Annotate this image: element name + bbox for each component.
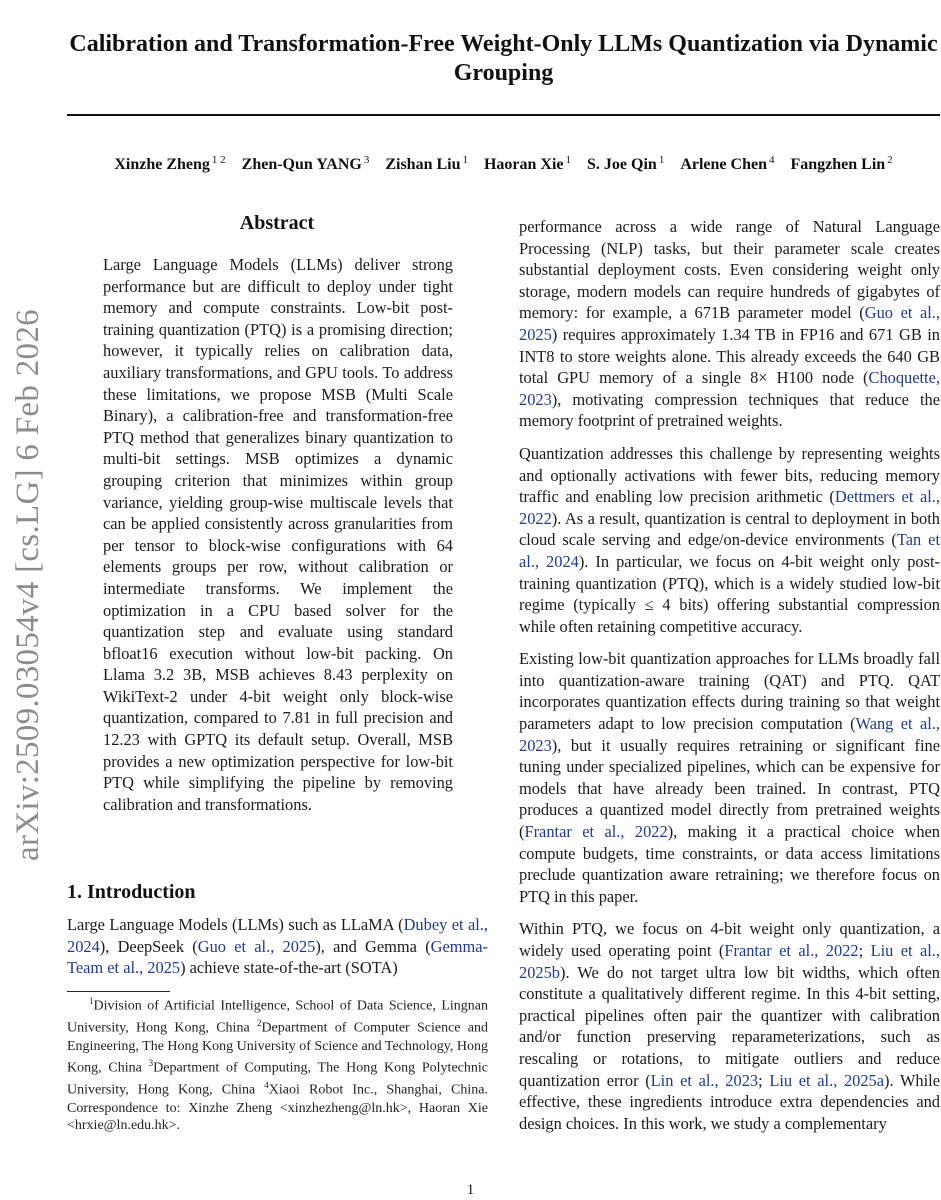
author-list [67, 154, 940, 174]
affiliation-text: Department of Computing, The Hong Kong Polytechnic University, Hong Kong, China [67, 1060, 488, 1098]
citation-link[interactable]: Guo et al., 2025 [519, 303, 941, 344]
paragraph-text: ) achieve state-of-the-art (SOTA) [180, 958, 398, 978]
paragraph-text: performance across a wide range of Natural Language Processing (NLP) tasks, but their parameter scale creates substantial deployment costs. Even considering weight only storage, modern models can require hundreds of gigabytes of memory: for example, a 671B parameter model ( [519, 217, 940, 323]
paragraph-text: ). We do not target ultra low bit widths, which often constitute a qualitatively different regime. In this 4-bit setting, practical pipelines often pair the quantizer with calibration and/or function preserving reparameterizations, such as rescaling or rotations, to mitigate outliers and reduce quantization error ( [519, 962, 940, 1090]
citation-link[interactable]: Frantar et al., 2022 [724, 941, 859, 960]
introduction-heading: 1. Introduction [67, 881, 196, 903]
affiliation-text: Department of Computer Science and Engineering, The Hong Kong University of Science and Technology, Hong Kong, China [67, 1020, 489, 1076]
author: Zishan Liu $^1$ [385, 154, 468, 174]
paragraph-text: ; [858, 941, 871, 960]
paragraph-text: Existing low-bit quantization approaches for LLMs broadly fall into quantization-aware training (QAT) and PTQ. QAT incorporates quantization effects during training so that weight parameters adapt to low precision computation ( [519, 649, 940, 734]
paragraph-text: ). In particular, we focus on 4-bit weight only post-training quantization (PTQ), which is a widely studied low-bit regime (typically ≤ 4 bits) offering substantial compression while often retaining competitive accuracy. [519, 551, 940, 636]
author: Arlene Chen $^4$ [680, 154, 775, 174]
paragraph-text: Within PTQ, we focus on 4-bit weight only quantization, a widely used operating point ( [519, 919, 940, 960]
introduction-paragraph [519, 648, 940, 907]
citation-link[interactable]: Dettmers et al., 2022 [519, 487, 940, 528]
author: Zhen-Qun YANG $^3$ [241, 154, 370, 174]
citation-link[interactable]: Liu et al., 2025b [519, 941, 941, 982]
footnote-text [67, 993, 488, 1135]
citation-link[interactable]: Guo et al., 2025 [197, 936, 316, 956]
paragraph-text: ). As a result, quantization is central to deployment in both cloud scale serving and edge/on-device environments ( [519, 508, 940, 550]
paragraph-text: ), making it a practical choice when compute budgets, time constraints, or data access limitations preclude quantization aware retraining; we therefore focus on PTQ in this paper. [519, 822, 941, 906]
author: Haoran Xie $^1$ [483, 154, 572, 174]
paragraph-text: Quantization addresses this challenge by representing weights and optionally activations with fewer bits, reducing memory traffic and enabling low precision arithmetic ( [519, 443, 940, 507]
affiliation-marker: 4 [264, 1080, 269, 1091]
affiliation-marker: 3 [148, 1058, 154, 1069]
citation-link[interactable]: Frantar et al., 2022 [524, 822, 668, 842]
arxiv-identifier-stamp: arXiv:2509.03054v4 [cs.LG] 6 Feb 2026 [10, 309, 46, 861]
abstract-heading: Abstract [239, 212, 315, 234]
citation-link[interactable]: Wang et al., 2023 [519, 714, 940, 755]
citation-link[interactable]: Liu et al., 2025a [769, 1070, 885, 1090]
citation-link[interactable]: Dubey et al., 2024 [67, 915, 489, 956]
page-number: 1 [466, 1182, 475, 1198]
introduction-paragraph [519, 918, 940, 1134]
paragraph-text: Large Language Models (LLMs) such as LLaMA ( [67, 915, 404, 934]
paragraph-text: ) requires approximately 1.34 TB in FP16 and 671 GB in INT8 to store weights alone. This already exceeds the 640 GB total GPU memory of a single 8× H100 node ( [519, 324, 940, 388]
title-divider [67, 114, 940, 116]
abstract-body: Large Language Models (LLMs) deliver strong performance but are difficult to deploy under tight memory and compute constraints. Low-bit post-training quantization (PTQ) is a promising direction; however, it typically relies on calibration data, auxiliary transformations, and GPU tools. To address these limitations, we propose MSB (Multi Scale Binary), a calibration-free and transformation-free PTQ method that generalizes binary quantization to multi-bit settings. MSB optimizes a dynamic grouping criterion that minimizes within group variance, yielding group-wise multiscale levels that can be applied consistently across granularities from per tensor to block-wise configurations with 64 elements groups per row, without calibration or intermediate transforms. We implement the optimization in a CPU based solver for the quantization step and evaluate using standard bfloat16 execution without low-bit packing. On Llama 3.2 3B, MSB achieves 8.43 perplexity on WikiText-2 under 4-bit weight only block-wise quantization, compared to 7.81 in full precision and 12.23 with GPTQ its default setup. Overall, MSB provides a new optimization perspective for low-bit PTQ while simplifying the pipeline by removing calibration and transformations. [103, 255, 453, 814]
author: S. Joe Qin $^1$ [587, 154, 665, 174]
citation-link[interactable]: Lin et al., 2023 [650, 1070, 759, 1090]
paragraph-text: ), and Gemma ( [315, 936, 431, 956]
paragraph-text: ), motivating compression techniques that reduce the memory footprint of pretrained weights. [519, 389, 940, 431]
paragraph-text: ). While effective, these ingredients introduce extra dependencies and design choices. In this work, we study a complementary [519, 1070, 941, 1133]
introduction-paragraph [519, 443, 940, 637]
citation-link[interactable]: Tan et al., 2024 [519, 530, 941, 571]
introduction-paragraph [67, 914, 488, 979]
right-column [519, 216, 940, 1145]
paper-title: Calibration and Transformation-Free Weight-Only LLMs Quantization via Dynamic Grouping [69, 31, 938, 86]
paragraph-text: ), but it usually requires retraining or significant fine tuning under specialized pipelines, which can be expensive for models that have already been trained. In contrast, PTQ produces a quantized model directly from pretrained weights ( [519, 735, 940, 842]
affiliation-text: Xiaoi Robot Inc., Shanghai, China. Correspondence to: Xinzhe Zheng <xinzhezheng@ln.hk>, Haoran Xie <hrxie@ln.edu.hk>. [67, 1083, 488, 1134]
paragraph-text: ; [758, 1070, 770, 1090]
author: Fangzhen Lin $^2$ [790, 154, 893, 174]
affiliation-footnote [67, 993, 488, 1135]
introduction-paragraph [519, 216, 940, 432]
affiliation-text: Division of Artificial Intelligence, School of Data Science, Lingnan University, Hong Kong, China [67, 998, 488, 1036]
citation-link[interactable]: Gemma-Team et al., 2025 [67, 936, 488, 978]
footnote-divider [67, 991, 170, 992]
affiliation-marker: 2 [256, 1018, 262, 1029]
citation-link[interactable]: Choquette, 2023 [519, 368, 940, 409]
affiliation-marker: 1 [89, 996, 94, 1006]
author: Xinzhe Zheng $^{1 2}$ [114, 154, 226, 174]
paragraph-text: ), DeepSeek ( [99, 936, 198, 956]
